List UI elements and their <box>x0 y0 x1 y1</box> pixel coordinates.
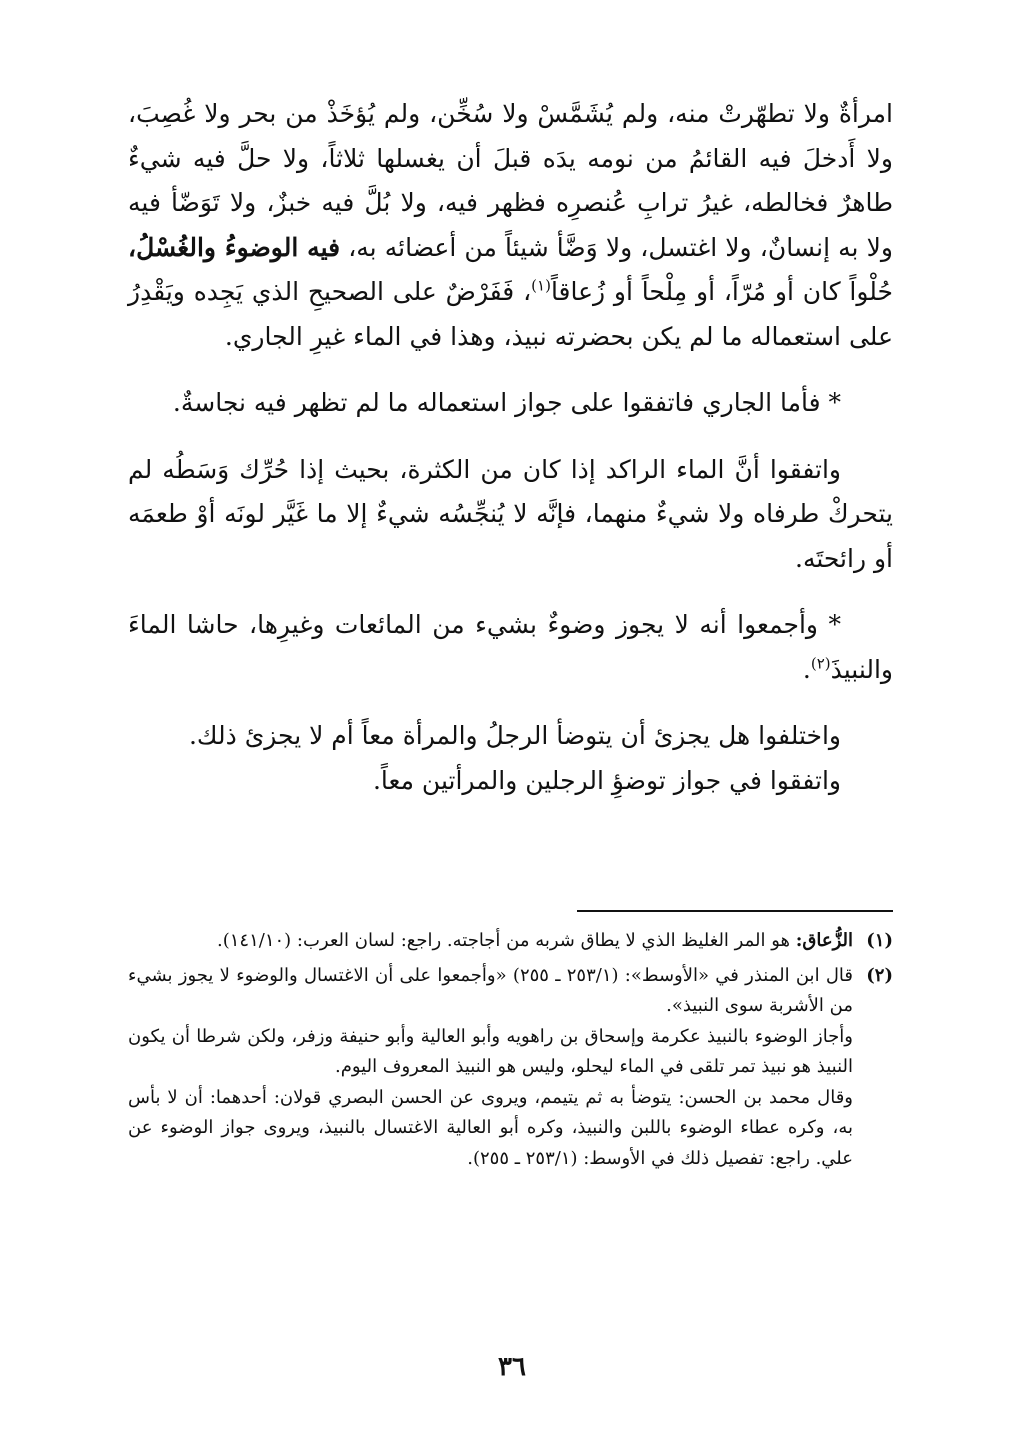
footnote-text: هو المر الغليظ الذي لا يطاق شربه من أجاجته. راجع: لسان العرب: (١٤١/١٠). <box>217 930 790 951</box>
footnote-separator <box>577 910 893 912</box>
main-text <box>128 92 893 803</box>
page-number: ٣٦ <box>498 1352 526 1382</box>
paragraph-1-part-a: امرأةٌ ولا تطهّرتْ منه، ولم يُشَمَّسْ ولا سُخِّن، ولم يُؤخَذْ من بحر ولا غُصِبَ، ولا أَدخلَ فيه القائمُ من نومه يدَه قبلَ أن يغسلها ثلاثاً، ولا حلَّ فيه شيءٌ طاهرٌ فخالطه، غيرُ ترابِ عُنصرِه فظهر فيه، ولا بُلَّ فيه خبزٌ، ولا تَوَضّأ فيه ولا به إنسانٌ، ولا اغتسل، ولا وَضَّأ شيئاً من أعضائه به، <box>128 99 893 262</box>
footnote-term: الزُّعاق: <box>795 930 853 951</box>
footnote-body <box>128 961 853 1175</box>
footnote-1-para <box>128 926 853 957</box>
paragraph-4-text: * وأجمعوا أنه لا يجوز وضوءٌ بشيء من المائعات وغيرِها، حاشا الماءَ والنبيذَ <box>128 610 893 684</box>
footnote-2-para-1: قال ابن المنذر في «الأوسط»: (٢٥٣/١ ـ ٢٥٥) «وأجمعوا على أن الاغتسال والوضوء لا يجوز بشيء من الأشربة سوى النبيذ». <box>128 964 853 1016</box>
footnote-number: (١) <box>866 930 893 951</box>
footnote-2 <box>128 961 893 1175</box>
footnote-ref-2: (٢) <box>810 654 831 673</box>
paragraph-2: * فأما الجاري فاتفقوا على جواز استعماله ما لم تظهر فيه نجاسةٌ. <box>172 388 841 417</box>
paragraph-6: واتفقوا في جواز توضؤِ الرجلين والمرأتين معاً. <box>372 765 841 795</box>
footnote-2-para-2: وأجاز الوضوء بالنبيذ عكرمة وإسحاق بن راهويه وأبو العالية وأبو حنيفة وزفر، ولكن شرطا أن يكون النبيذ هو نبيذ تمر تلقى في الماء ليحلو، وليس هو النبيذ المعروف اليوم. <box>128 1025 853 1077</box>
footnote-ref-1: (١) <box>531 276 551 295</box>
paragraph-4 <box>128 603 893 692</box>
paragraph-3: واتفقوا أنَّ الماء الراكد إذا كان من الكثرة، بحيث إذا حُرِّك وَسَطُه لم يتحركْ طرفاه ولا شيءٌ منهما، فإنَّه لا يُنجِّسُه شيءٌ إلا ما غَيَّر لونَه أوْ طعمَه أو رائحتَه. <box>128 454 893 573</box>
footnote-number: (٢) <box>866 964 893 986</box>
footnote-2-para-3: وقال محمد بن الحسن: يتوضأ به ثم يتيمم، ويروى عن الحسن البصري قولان: أحدهما: أن لا بأس به، وكره عطاء الوضوء باللبن والنبيذ، وكره أبو العالية الاغتسال بالنبيذ، ويروى جواز الوضوء عن علي. راجع: تفصيل ذلك في الأوسط: (٢٥٣/١ ـ ٢٥٥). <box>128 1086 853 1169</box>
paragraph-4-end: . <box>802 654 811 684</box>
footnote-body <box>128 926 853 957</box>
footnotes <box>128 926 893 1178</box>
paragraph-5: واختلفوا هل يجزئ أن يتوضأ الرجلُ والمرأة معاً أم لا يجزئ ذلك. <box>188 721 841 750</box>
paragraph-1-part-c: حُلْواً كان أو مُرّاً، أو مِلْحاً أو زُعاقاً <box>550 277 894 306</box>
paragraph-1 <box>128 92 893 359</box>
paragraph-1-part-d: ، فَفَرْضٌ على الصحيحِ الذي يَجِده ويَقْدِرُ على استعماله ما لم يكن بحضرته نبيذ، وهذا في الماء غيرِ الجاري. <box>128 277 893 351</box>
footnote-1 <box>128 926 893 957</box>
bold-phrase: فيه الوضوءُ والغُسْلُ، <box>128 232 341 262</box>
